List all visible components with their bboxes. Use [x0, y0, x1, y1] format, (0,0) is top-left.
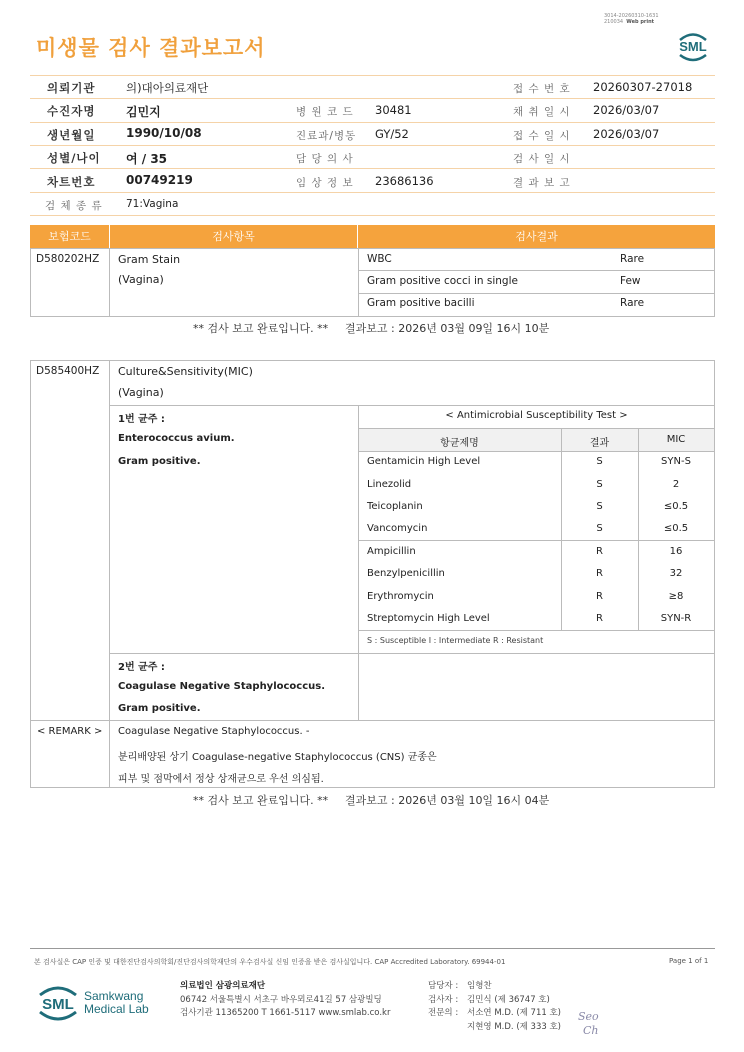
ast-mic: ≤0.5 — [663, 501, 689, 512]
patient-name-value: 김민지 — [126, 105, 161, 119]
ast-result: S — [596, 501, 603, 512]
culture-name: Culture&Sensitivity(MIC) — [118, 365, 253, 378]
test-result-header: 검사결과 — [358, 225, 715, 248]
org-contact: 검사기관 11365200 T 1661-5117 www.smlab.co.kr — [180, 1008, 391, 1018]
ast-result: S — [596, 456, 603, 467]
sml-footer-logo-text: SML — [42, 996, 74, 1013]
ast-drug-header: 항균제명 — [440, 438, 479, 449]
culture-code: D585400HZ — [36, 365, 100, 377]
org-name: 의료법인 삼광의료재단 — [180, 981, 266, 991]
collect-date-label: 채 취 일 시 — [513, 106, 571, 118]
strain-1-gram: Gram positive. — [118, 456, 201, 467]
ast-drug: Gentamicin High Level — [367, 456, 481, 467]
culture-done-text: ** 검사 보고 완료입니다. ** — [193, 794, 329, 807]
cap-note: 본 검사실은 CAP 인증 및 대한진단검사의학회/진단검사의학재단의 우수검사실 신임 인증을 받은 검사실입니다. CAP Accredited Laboratory. 69944-01 — [34, 958, 506, 966]
clinical-info-label: 임 상 정 보 — [296, 177, 354, 189]
tester-name: 김민식 (제 36747 호) — [467, 994, 550, 1005]
page-number: Page 1 of 1 — [669, 957, 709, 965]
ast-drug: Erythromycin — [367, 591, 434, 602]
ast-mic: SYN-S — [661, 456, 691, 467]
strain-2-gram: Gram positive. — [118, 703, 201, 714]
doctor-label: 담 당 의 사 — [296, 153, 354, 165]
remark-line-2: 분리배양된 상기 Coagulase-negative Staphylococcus (CNS) 균종은 — [118, 752, 437, 763]
ast-mic: 2 — [672, 479, 680, 490]
brand-line-1: Samkwang — [84, 989, 144, 1003]
strain-1-name: Enterococcus avium. — [118, 433, 235, 444]
patient-name-label: 수진자명 — [47, 104, 96, 118]
print-code-line-2: 210034 — [604, 19, 624, 25]
ast-result: R — [596, 591, 603, 602]
ast-result: R — [596, 546, 603, 557]
brand-name — [84, 990, 149, 1016]
org-address: 06742 서울특별시 서초구 바우뫼로41길 57 삼광빌딩 — [180, 994, 382, 1005]
ast-drug: Ampicillin — [367, 546, 416, 557]
specialist-name-1: 서소연 M.D. (제 711 호) — [467, 1008, 562, 1018]
ast-drug: Linezolid — [367, 479, 412, 490]
chart-no-label: 차트번호 — [47, 175, 96, 189]
gram-row-value: Few — [620, 275, 641, 287]
tester-label: 검사자 : — [428, 994, 459, 1005]
staff-labels — [428, 980, 458, 1021]
ast-title: < Antimicrobial Susceptibility Test > — [445, 410, 628, 421]
ast-drug: Streptomycin High Level — [367, 613, 490, 624]
sex-age-value: 여 / 35 — [126, 152, 168, 166]
gram-stain-code: D580202HZ — [36, 253, 100, 265]
gram-done-text: ** 검사 보고 완료입니다. ** — [193, 322, 329, 335]
recv-date-label: 접 수 일 시 — [513, 130, 571, 142]
ast-mic-header: MIC — [666, 434, 686, 445]
test-item-header: 검사항목 — [110, 225, 357, 248]
gram-row-value: Rare — [620, 297, 645, 309]
test-date-label: 검 사 일 시 — [513, 153, 571, 165]
dept-label: 진료과/병동 — [296, 130, 357, 142]
ast-result-header: 결과 — [589, 438, 610, 449]
ast-result: R — [596, 613, 603, 624]
ast-result: R — [596, 568, 603, 579]
clinical-info-value: 23686136 — [375, 174, 434, 188]
report-label: 결 과 보 고 — [513, 177, 571, 189]
recv-date-value: 2026/03/07 — [593, 127, 660, 141]
manager-name: 임형찬 — [467, 981, 492, 991]
hospital-code-label: 병 원 코 드 — [296, 106, 354, 118]
specialist-name-2: 지현영 M.D. (제 333 호) — [467, 1021, 562, 1032]
specimen-label: 검 체 종 류 — [45, 200, 103, 212]
remark-line-3: 피부 및 점막에서 정상 상재균으로 우선 의심됨. — [118, 774, 324, 785]
manager-label: 담당자 : — [428, 981, 459, 991]
web-print-label: Web print — [626, 19, 655, 25]
insurance-code-header: 보험코드 — [30, 225, 109, 248]
sml-footer-logo — [36, 980, 80, 1024]
print-code — [604, 13, 659, 25]
strain-1-title: 1번 균주 : — [118, 414, 165, 425]
staff-names — [467, 980, 561, 1034]
ast-result: S — [596, 523, 603, 534]
collect-date-value: 2026/03/07 — [593, 103, 660, 117]
gram-row-name: WBC — [367, 253, 392, 265]
sml-logo — [674, 27, 712, 65]
specimen-value: 71:Vagina — [126, 198, 179, 210]
requester-value: 의)대아의료재단 — [126, 81, 209, 95]
gram-report-time: 결과보고 : 2026년 03월 09일 16시 10분 — [345, 322, 550, 335]
gram-row-value: Rare — [620, 253, 645, 265]
signature: Seo — [578, 1010, 599, 1023]
requester-label: 의뢰기관 — [47, 81, 96, 95]
remark-label: < REMARK > — [37, 726, 103, 737]
gram-stain-specimen: (Vagina) — [118, 273, 164, 286]
recv-no-label: 접 수 번 호 — [513, 83, 571, 95]
remark-line-1: Coagulase Negative Staphylococcus. - — [118, 726, 310, 737]
print-code-line-1: 3014-20260310-1631 — [604, 13, 659, 19]
brand-line-2: Medical Lab — [84, 1002, 149, 1016]
ast-mic: ≥8 — [668, 591, 684, 602]
ast-mic: 32 — [669, 568, 683, 579]
ast-drug: Benzylpenicillin — [367, 568, 445, 579]
culture-specimen: (Vagina) — [118, 386, 164, 399]
gram-row-name: Gram positive cocci in single — [367, 275, 518, 287]
recv-no-value: 20260307-27018 — [593, 80, 693, 94]
sml-logo-text: SML — [679, 39, 707, 54]
hospital-code-value: 30481 — [375, 103, 412, 117]
ast-mic: ≤0.5 — [663, 523, 689, 534]
specialist-label: 전문의 : — [428, 1008, 459, 1018]
ast-drug: Vancomycin — [367, 523, 428, 534]
ast-mic: 16 — [669, 546, 683, 557]
chart-no-value: 00749219 — [126, 173, 193, 187]
sex-age-label: 성별/나이 — [47, 151, 101, 165]
dept-value: GY/52 — [375, 127, 409, 141]
birth-label: 생년월일 — [47, 128, 96, 142]
gram-row-name: Gram positive bacilli — [367, 297, 475, 309]
culture-report-time: 결과보고 : 2026년 03월 10일 16시 04분 — [345, 794, 550, 807]
strain-2-name: Coagulase Negative Staphylococcus. — [118, 681, 326, 692]
birth-value: 1990/10/08 — [126, 126, 202, 140]
ast-result: S — [596, 479, 603, 490]
ast-legend: S : Susceptible I : Intermediate R : Resistant — [367, 636, 544, 645]
signature: Ch — [583, 1024, 599, 1037]
org-info — [180, 980, 390, 1021]
ast-drug: Teicoplanin — [367, 501, 423, 512]
strain-2-title: 2번 균주 : — [118, 662, 165, 673]
ast-mic: SYN-R — [660, 613, 692, 624]
report-title: 미생물 검사 결과보고서 — [36, 36, 266, 60]
gram-stain-name: Gram Stain — [118, 253, 181, 266]
